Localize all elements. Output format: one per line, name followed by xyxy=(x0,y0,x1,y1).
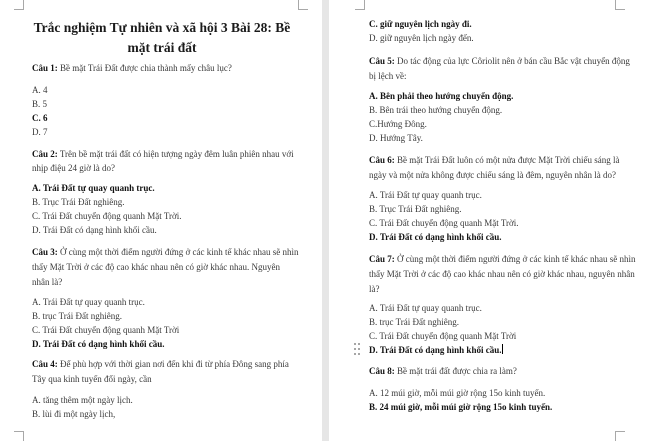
question-label: Câu 2: xyxy=(32,149,58,159)
question-label: Câu 8: xyxy=(369,366,395,376)
question-text-cont: Tây qua kinh tuyến đổi ngày, cần xyxy=(32,374,152,384)
answer-option-correct: B. 24 múi giờ, mỗi múi giờ rộng 15o kinh tuyến. xyxy=(369,402,553,412)
question-text: Bề mặt trái đất được chia ra làm? xyxy=(394,366,517,376)
answer-option: B. Trục Trái Đất nghiêng. xyxy=(369,204,462,214)
question-6 xyxy=(369,154,620,166)
document-page-left[interactable] xyxy=(0,0,322,441)
question-text-cont: thấy Mặt Trời ở các độ cao khác nhau nên có giờ khác nhau. Nguyên xyxy=(32,262,280,272)
document-page-right[interactable] xyxy=(329,0,650,441)
answer-option: C.Hướng Đông. xyxy=(369,119,427,129)
question-label: Câu 6: xyxy=(369,155,395,165)
answer-option: C. Trái Đất chuyển động quanh Mặt Trời. xyxy=(32,211,182,221)
question-text: Trên bề mặt trái đất có hiện tượng ngày đêm luân phiên nhau với xyxy=(57,149,294,159)
question-text-cont: nhân là? xyxy=(32,277,63,287)
question-text-cont: nhịp điệu 24 giờ là do? xyxy=(32,163,115,173)
answer-option: B. 5 xyxy=(32,99,48,109)
answer-option-correct: D. Trái Đất có dạng hình khối cầu. xyxy=(32,339,165,349)
question-text: Ở cùng một thời điểm người đứng ở các kinh tế khác nhau sẽ nhìn xyxy=(394,254,636,264)
crop-mark-top-right xyxy=(615,0,625,10)
answer-option: C. Trái Đất chuyển động quanh Mặt Trời xyxy=(369,331,517,341)
question-label: Câu 5: xyxy=(369,56,395,66)
answer-option: B. trục Trái Đất nghiêng. xyxy=(32,311,122,321)
answer-option: B. trục Trái Đất nghiêng. xyxy=(369,317,459,327)
question-4 xyxy=(32,358,289,370)
answer-option-correct: C. 6 xyxy=(32,113,48,123)
answer-option: C. Trái Đất chuyển động quanh Mặt Trời xyxy=(32,325,180,335)
question-7 xyxy=(369,253,636,265)
crop-mark-bottom-left xyxy=(14,431,24,441)
answer-option: A. 4 xyxy=(32,85,48,95)
question-text: Do tác động của lực Côriolit nên ở bán cầu Bắc vật chuyển động xyxy=(394,56,630,66)
crop-mark-top-left xyxy=(355,0,365,10)
question-8 xyxy=(369,365,517,377)
question-text: Ở cùng một thời điểm người đứng ở các kinh tế khác nhau sẽ nhìn xyxy=(57,247,299,257)
answer-option: B. Bên trái theo hướng chuyển động. xyxy=(369,105,503,115)
answer-text: D. Trái Đất có dạng hình khối cầu. xyxy=(369,345,502,355)
answer-option: A. Trái Đất tự quay quanh trục. xyxy=(369,303,482,313)
page-title: Trắc nghiệm Tự nhiên và xã hội 3 Bài 28: Bề mặt trái đất xyxy=(33,20,291,55)
question-text-cont: là? xyxy=(369,284,380,294)
question-label: Câu 1: xyxy=(32,63,58,73)
answer-option-correct xyxy=(369,344,503,356)
question-label: Câu 3: xyxy=(32,247,58,257)
crop-mark-top-right xyxy=(298,0,308,10)
answer-option-correct: A. Bên phải theo hướng chuyển động. xyxy=(369,91,514,101)
crop-mark-top-left xyxy=(14,0,24,10)
answer-option: A. 12 múi giờ, mỗi múi giờ rộng 15o kinh tuyến. xyxy=(369,388,546,398)
answer-option-correct: D. Trái Đất có dạng hình khối cầu. xyxy=(369,232,502,242)
answer-option: A. Trái Đất tự quay quanh trục. xyxy=(369,190,482,200)
question-1 xyxy=(32,62,232,74)
question-2 xyxy=(32,148,294,160)
answer-option: D. 7 xyxy=(32,127,48,137)
answer-option: D. Hướng Tây. xyxy=(369,133,423,143)
question-5 xyxy=(369,55,630,67)
answer-option: A. tăng thêm một ngày lịch. xyxy=(32,395,133,405)
question-label: Câu 4: xyxy=(32,359,58,369)
answer-option: D. Trái Đất có dạng hình khối cầu. xyxy=(32,225,157,235)
question-text-cont: ngày và một nửa không được chiếu sáng là đêm, nguyên nhân là do? xyxy=(369,170,616,180)
question-text-cont: bị lệch về: xyxy=(369,71,407,81)
question-3 xyxy=(32,246,299,258)
block-drag-handle-icon[interactable] xyxy=(354,343,360,355)
answer-option: C. Trái Đất chuyển động quanh Mặt Trời. xyxy=(369,218,519,228)
question-text-cont: thấy Mặt Trời ở các độ cao khác nhau nên có giờ khác nhau, nguyên nhân xyxy=(369,269,635,279)
question-text: Bề mặt Trái Đất luôn có một nửa được Mặt Trời chiếu sáng là xyxy=(394,155,620,165)
answer-option: A. Trái Đất tự quay quanh trục. xyxy=(32,297,145,307)
answer-option: B. lùi đi một ngày lịch, xyxy=(32,409,116,419)
answer-option: B. Trục Trái Đất nghiêng. xyxy=(32,197,125,207)
crop-mark-bottom-right xyxy=(615,431,625,441)
answer-option-correct: C. giữ nguyên lịch ngày đi. xyxy=(369,19,472,29)
question-label: Câu 7: xyxy=(369,254,395,264)
answer-option: D. giữ nguyên lịch ngày đến. xyxy=(369,33,474,43)
answer-option-correct: A. Trái Đất tự quay quanh trục. xyxy=(32,183,155,193)
question-text: Bề mặt Trái Đất được chia thành mấy châu lục? xyxy=(57,63,232,73)
text-cursor xyxy=(502,344,503,354)
question-text: Để phù hợp với thời gian nơi đến khi đi từ phía Đông sang phía xyxy=(57,359,289,369)
